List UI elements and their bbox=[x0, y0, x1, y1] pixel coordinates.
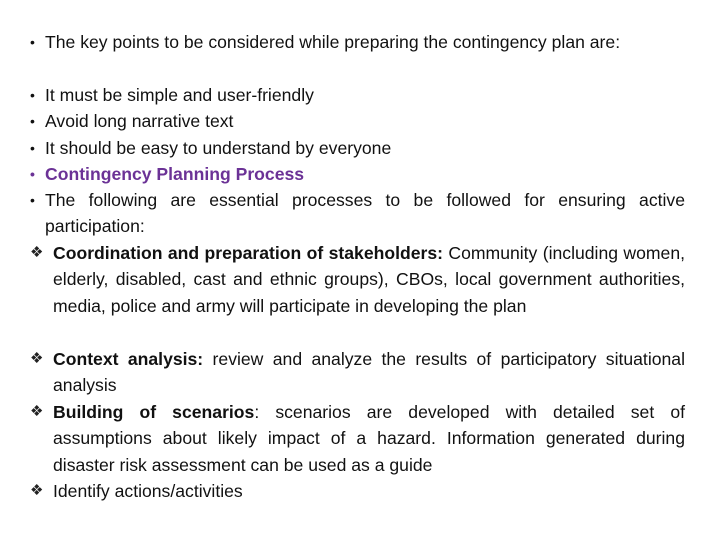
bullet-text: The following are essential processes to be followed for ensuring active participation: bbox=[45, 190, 685, 237]
bullet-section-heading bbox=[30, 161, 685, 187]
bullet-icon: • bbox=[30, 34, 35, 50]
diamond-bullet-icon: ❖ bbox=[30, 482, 44, 499]
step-body: : scenarios are developed with detailed set of assumptions about likely impact of a hazard. Information generated during disaster risk assessment can be used as a guide bbox=[53, 402, 685, 475]
step-body: Identify actions/activities bbox=[53, 481, 243, 501]
step-text bbox=[53, 399, 685, 478]
bullet-text: It must be simple and user-friendly bbox=[45, 85, 314, 105]
bullet-icon: • bbox=[30, 113, 35, 129]
bullet-essential-processes bbox=[30, 187, 685, 240]
step-title: Context analysis: bbox=[53, 349, 204, 369]
diamond-bullet-icon: ❖ bbox=[30, 244, 44, 261]
diamond-bullet-icon: ❖ bbox=[30, 350, 44, 367]
step-text bbox=[53, 346, 685, 399]
diamond-bullet-icon: ❖ bbox=[30, 403, 44, 420]
step-body: Community (including women, elderly, disabled, cast and ethnic groups), CBOs, local government authorities, media, police and army will participate in developing the plan bbox=[53, 243, 686, 316]
step-title: Building of scenarios bbox=[53, 402, 255, 422]
step-text bbox=[53, 478, 685, 504]
bullet-text: It should be easy to understand by everyone bbox=[45, 138, 392, 158]
bullet-key-points bbox=[30, 29, 685, 55]
bullet-easy-understand bbox=[30, 135, 685, 161]
step-identify-actions bbox=[30, 478, 685, 504]
bullet-icon: • bbox=[30, 87, 35, 103]
step-building-scenarios bbox=[30, 399, 685, 478]
step-coordination bbox=[30, 240, 685, 319]
bullet-simple bbox=[30, 82, 685, 108]
step-context-analysis bbox=[30, 346, 685, 399]
step-body: review and analyze the results of participatory situational analysis bbox=[53, 349, 685, 396]
bullet-text: The key points to be considered while preparing the contingency plan are: bbox=[45, 32, 621, 52]
bullet-icon: • bbox=[30, 192, 35, 208]
bullet-text: Avoid long narrative text bbox=[45, 111, 234, 131]
step-title: Coordination and preparation of stakeholders: bbox=[53, 243, 444, 263]
step-text bbox=[53, 240, 685, 319]
bullet-icon: • bbox=[30, 166, 35, 182]
section-heading: Contingency Planning Process bbox=[45, 164, 305, 184]
bullet-avoid-narrative bbox=[30, 108, 685, 134]
bullet-icon: • bbox=[30, 140, 35, 156]
